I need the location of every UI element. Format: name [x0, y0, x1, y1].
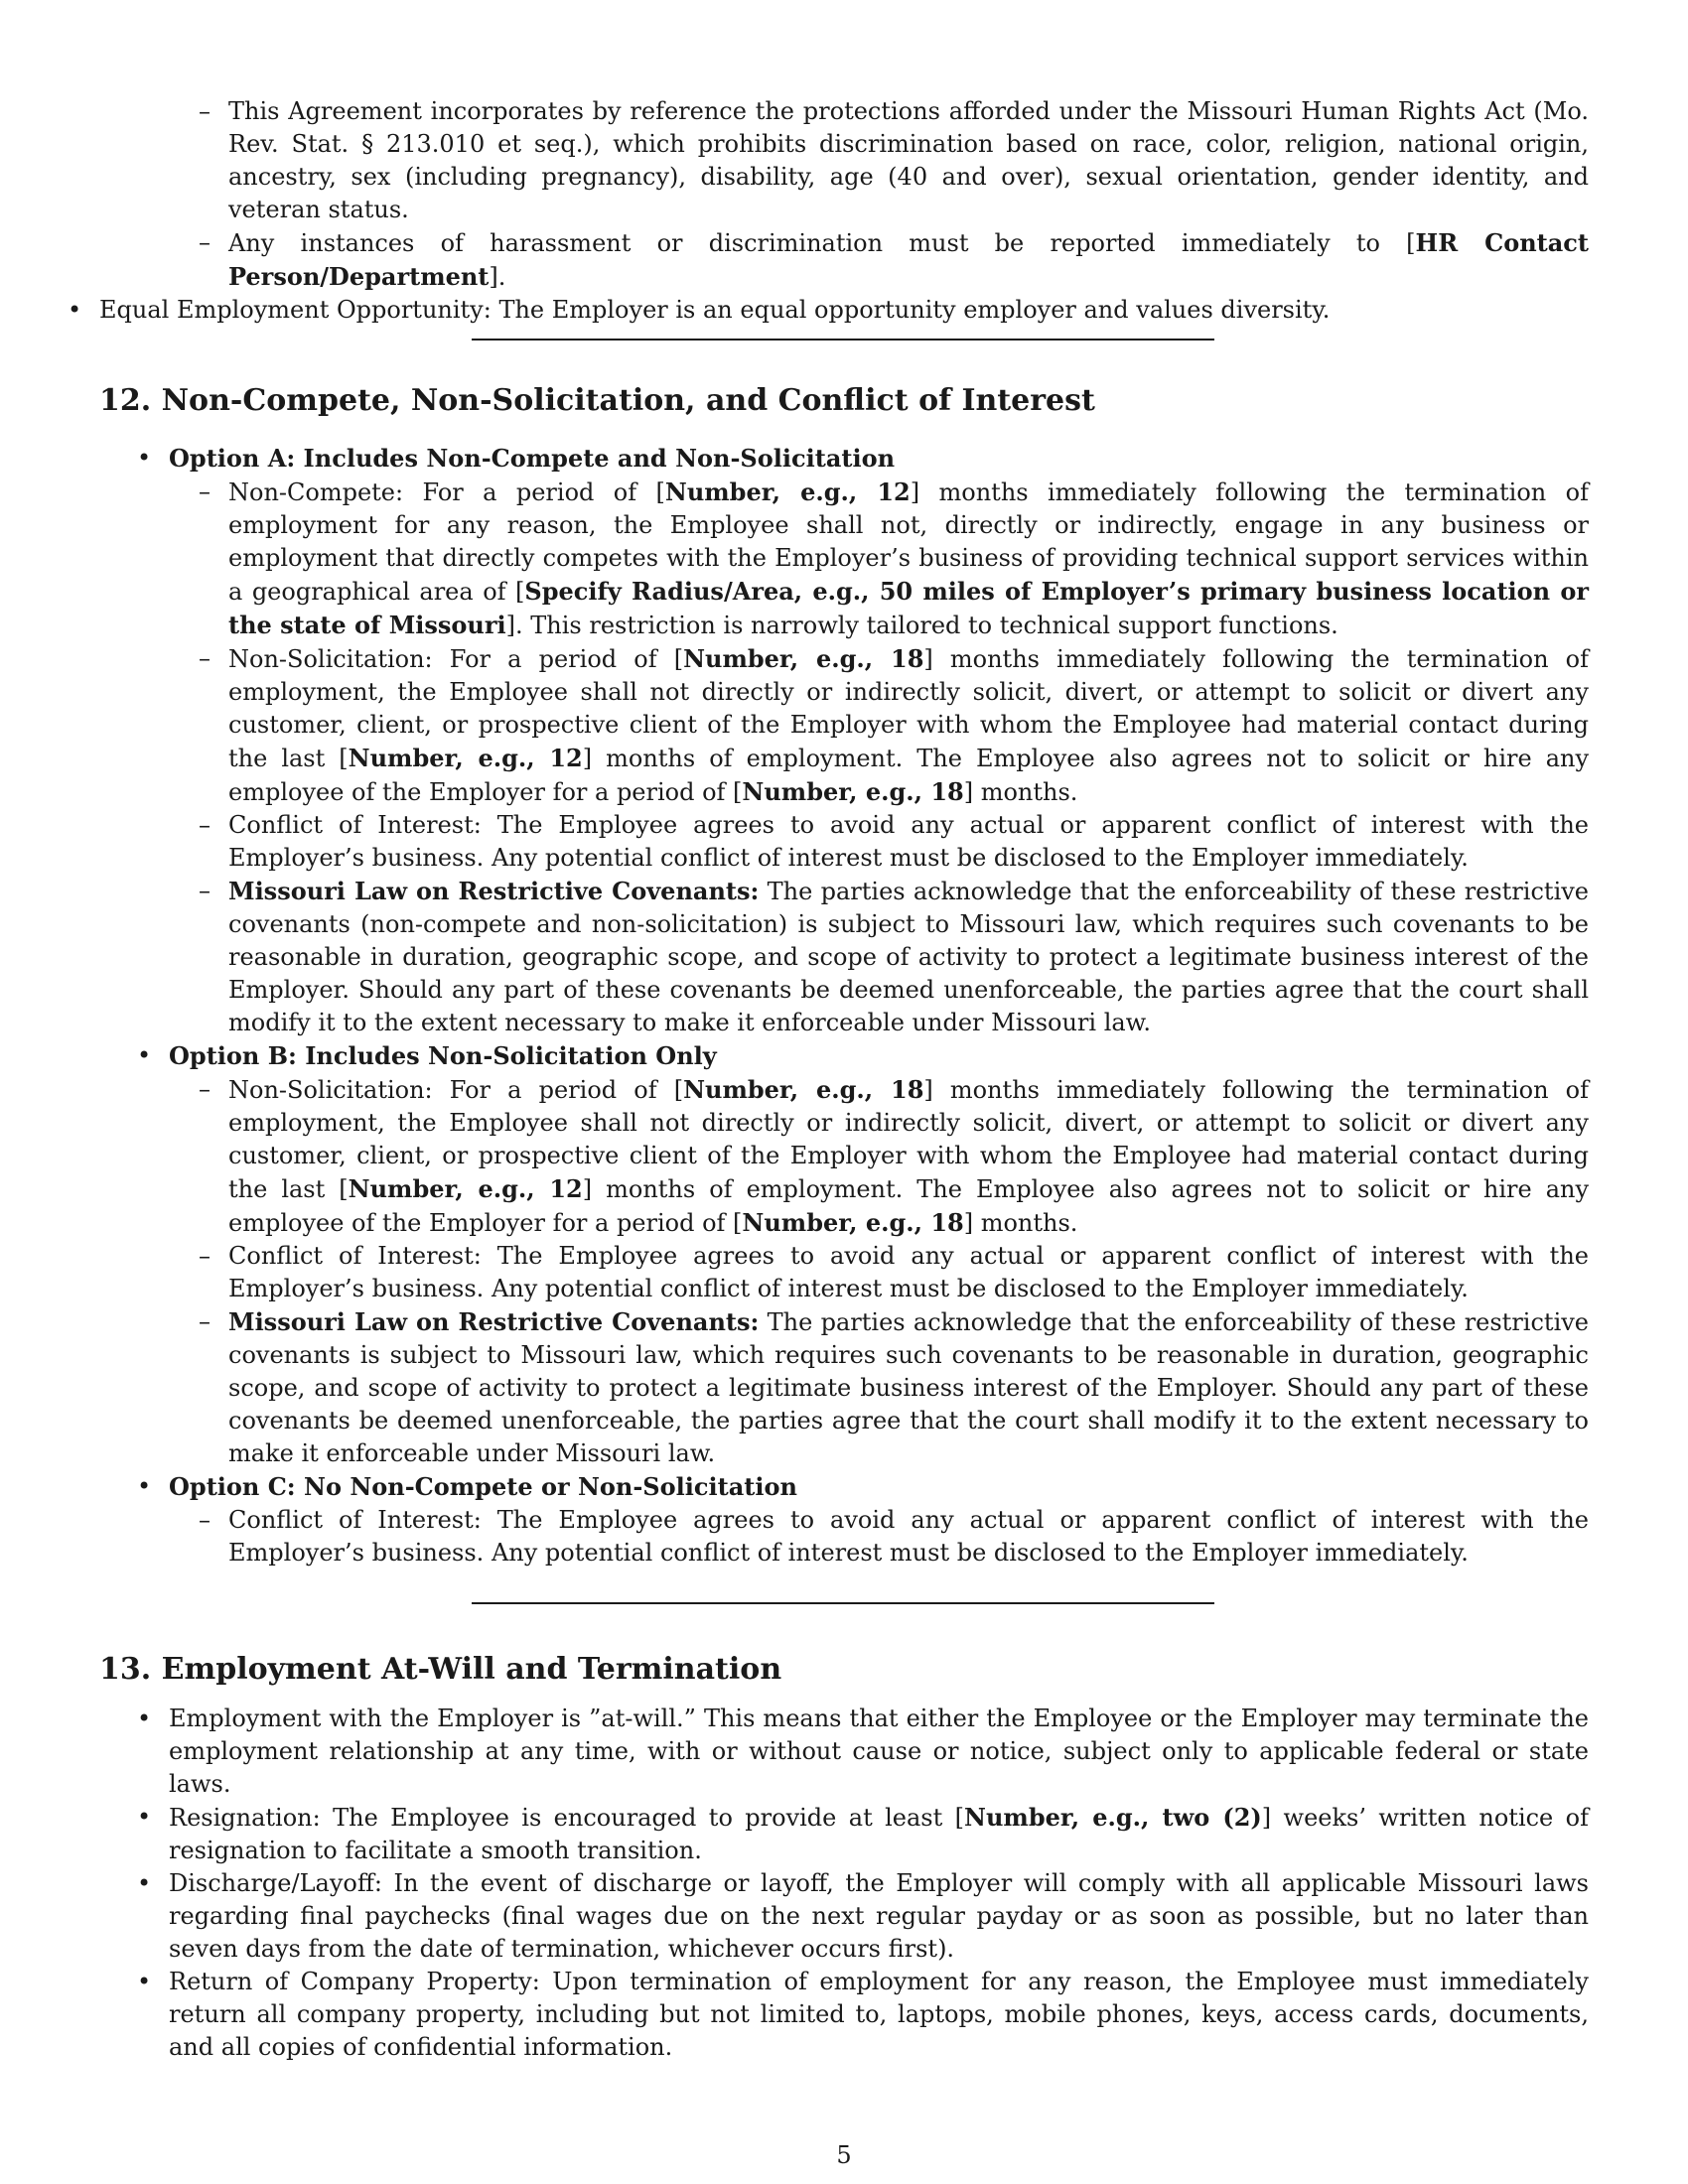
noncompete-text: ]. This restriction is narrowly tailored to technical support functions. [505, 612, 1338, 639]
missouri-law-label: Missouri Law on Restrictive Covenants: [228, 877, 760, 905]
list-item [99, 1703, 1589, 1801]
nonsolicitation-text: ] months of employment. The Employee also agrees not to solicit or hire any employee of the Employer for a period of [ [228, 1175, 1590, 1237]
placeholder: Specify Radius/Area, e.g., 50 miles of Employer’s primary business location or the state of Missouri [228, 577, 1589, 639]
placeholder: Number, e.g., 18 [683, 1075, 924, 1104]
nonsolicitation-text: ] months. [963, 1209, 1078, 1237]
list-item [99, 1966, 1589, 2064]
section-12-heading: 12. Non-Compete, Non-Solicitation, and Conflict of Interest [99, 383, 1095, 418]
at-will-text: Employment with the Employer is ”at-will.” This means that either the Employee or the Employer may terminate the employment relationship at any time, with or without cause or notice, subject only to applicable federal or state laws. [169, 1705, 1589, 1798]
nonsolicitation-text: ] months of employment. The Employee also agrees not to solicit or hire any employee of the Employer for a period of [ [228, 745, 1590, 806]
report-text-end: ]. [489, 263, 506, 291]
list-item [99, 1073, 1589, 1240]
list-item [99, 476, 1589, 642]
section-divider [472, 339, 1214, 341]
nonsolicitation-text: Non-Solicitation: For a period of [ [228, 645, 684, 673]
resignation-text: Resignation: The Employee is encouraged to provide at least [ [169, 1804, 965, 1832]
hr-contact-placeholder: HR Contact Person/Department [228, 228, 1589, 291]
nonsolicitation-text: ] months immediately following the termination of employment, the Employee shall not directly or indirectly solicit, divert, or attempt to solicit or divert any customer, client, or prospective client of the Employer with whom the Employee had material contact during the last [ [228, 645, 1589, 772]
list-item [99, 1305, 1589, 1470]
conflict-text: Conflict of Interest: The Employee agrees to avoid any actual or apparent conflict of interest with the Employer’s business. Any potential conflict of interest must be disclosed to the Employer immediately. [228, 1506, 1589, 1567]
termination-list [99, 1703, 1589, 2064]
list-item [99, 875, 1589, 1039]
list-item [99, 1867, 1589, 1966]
placeholder: Number, e.g., two (2) [964, 1803, 1262, 1832]
nonsolicitation-text: ] months immediately following the termination of employment, the Employee shall not directly or indirectly solicit, divert, or attempt to solicit or divert any customer, client, or prospective client of the Employer with whom the Employee had material contact during the last [ [228, 1076, 1589, 1203]
option-c [99, 1470, 1589, 1570]
section-12-body [99, 442, 1589, 1570]
option-a [99, 442, 1589, 1039]
section-divider [472, 1602, 1214, 1604]
property-text: Return of Company Property: Upon termination of employment for any reason, the Employee must immediately return all company property, including but not limited to, laptops, mobile phones, keys, access cards, documents, and all copies of confidential information. [169, 1968, 1589, 2061]
conflict-text: Conflict of Interest: The Employee agrees to avoid any actual or apparent conflict of interest with the Employer’s business. Any potential conflict of interest must be disclosed to the Employer immediately. [228, 811, 1589, 872]
option-c-title: Option C: No Non-Compete or Non-Solicitation [169, 1472, 797, 1501]
placeholder: Number, e.g., 18 [742, 1208, 964, 1237]
page-number: 5 [836, 2141, 852, 2169]
option-b-list [169, 1073, 1589, 1470]
option-b [99, 1039, 1589, 1470]
discharge-text: Discharge/Layoff: In the event of discharge or layoff, the Employer will comply with all applicable Missouri laws regarding final paychecks (final wages due on the next regular payday or as soon as possible, but no later than seven days from the date of termination, whichever occurs first). [169, 1869, 1589, 1963]
placeholder: Number, e.g., 18 [742, 777, 964, 806]
list-item [99, 1504, 1589, 1570]
missouri-law-label: Missouri Law on Restrictive Covenants: [228, 1307, 760, 1336]
noncompete-text: ] months immediately following the termination of employment for any reason, the Employee shall not, directly or indirectly, engage in any business or employment that directly competes with the Employer’s business of providing technical support services within a geographical area of [ [228, 478, 1589, 606]
options-list [99, 442, 1589, 1570]
missouri-law-text: The parties acknowledge that the enforceability of these restrictive covenants (non-compete and non-solicitation) is subject to Missouri law, which requires such covenants to be reasonable in duration, geographic scope, and scope of activity to protect a legitimate business interest of the Employer. Should any part of these covenants be deemed unenforceable, the parties agree that the court shall modify it to the extent necessary to make it enforceable under Missouri law. [228, 878, 1590, 1036]
report-text: Any instances of harassment or discrimination must be reported immediately to [ [228, 229, 1416, 257]
list-item [99, 1240, 1589, 1305]
list-item [99, 1801, 1589, 1867]
option-b-title: Option B: Includes Non-Solicitation Only [169, 1041, 717, 1070]
option-c-list [169, 1504, 1589, 1570]
section-13-body [99, 1703, 1589, 2064]
placeholder: Number, e.g., 18 [683, 644, 924, 673]
list-item [99, 95, 1589, 226]
option-a-title: Option A: Includes Non-Compete and Non-Solicitation [169, 444, 896, 473]
list-item [99, 642, 1589, 809]
noncompete-text: Non-Compete: For a period of [ [228, 478, 665, 506]
placeholder: Number, e.g., 12 [664, 478, 911, 506]
bullet-list [99, 294, 1589, 327]
dash-list [99, 95, 1589, 294]
nonsolicitation-text: Non-Solicitation: For a period of [ [228, 1076, 684, 1104]
option-a-list [169, 476, 1589, 1039]
resignation-text: ] weeks’ written notice of resignation to facilitate a smooth transition. [169, 1804, 1589, 1864]
list-item [99, 226, 1589, 294]
nonsolicitation-text: ] months. [963, 778, 1078, 806]
missouri-law-text: The parties acknowledge that the enforceability of these restrictive covenants is subject to Missouri law, which requires such covenants to be reasonable in duration, geographic scope, and scope of activity to protect a legitimate business interest of the Employer. Should any part of these covenants be deemed unenforceable, the parties agree that the court shall modify it to the extent necessary to make it enforceable under Missouri law. [228, 1308, 1590, 1467]
conflict-text: Conflict of Interest: The Employee agrees to avoid any actual or apparent conflict of interest with the Employer’s business. Any potential conflict of interest must be disclosed to the Employer immediately. [228, 1242, 1589, 1302]
section11-continuation [99, 95, 1589, 327]
eeo-text: Equal Employment Opportunity: The Employer is an equal opportunity employer and values diversity. [99, 296, 1331, 324]
mhra-text: This Agreement incorporates by reference the protections afforded under the Missouri Human Rights Act (Mo. Rev. Stat. § 213.010 et seq.), which prohibits discrimination based on race, color, religion, national origin, ancestry, sex (including pregnancy), disability, age (40 and over), sexual orientation, gender identity, and veteran status. [228, 97, 1589, 223]
section-13-heading: 13. Employment At-Will and Termination [99, 1652, 782, 1687]
list-item [99, 809, 1589, 875]
placeholder: Number, e.g., 12 [348, 744, 583, 772]
placeholder: Number, e.g., 12 [348, 1174, 583, 1203]
list-item [30, 294, 1589, 327]
